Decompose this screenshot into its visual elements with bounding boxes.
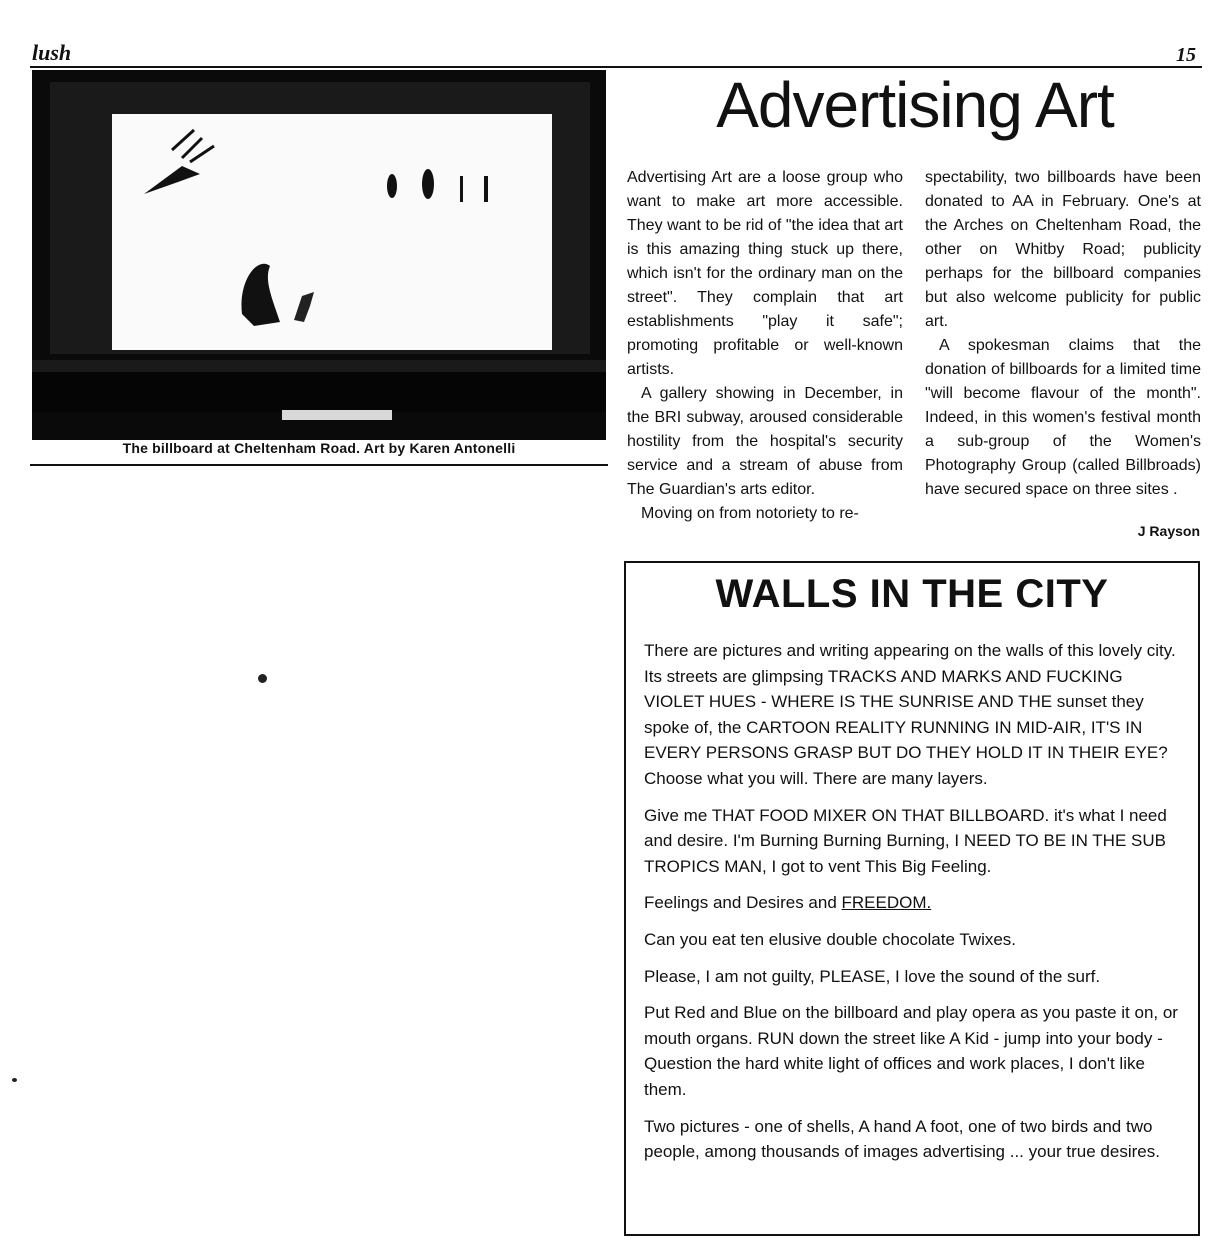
walls-paragraph: Two pictures - one of shells, A hand A foot, one of two birds and two people, among thousands of images advertising ... your true desires.	[644, 1116, 1160, 1162]
walls-paragraph: Can you eat ten elusive double chocolate Twixes.	[644, 929, 1017, 949]
walls-paragraph: Please, I am not guilty, PLEASE, I love the sound of the surf.	[644, 966, 1101, 986]
photo-caption: The billboard at Cheltenham Road. Art by Karen Antonelli	[122, 440, 516, 456]
walls-paragraph-freedom	[644, 890, 1184, 916]
walls-paragraph: There are pictures and writing appearing on the walls of this lovely city. Its streets are glimpsing TRACKS AND MARKS AND FUCKING VIOLET HUES - WHERE IS THE SUNRISE AND THE sunset they spoke of, the CARTOON REALITY RUNNING IN MID-AIR, IT'S IN EVERY PERSONS GRASP BUT DO THEY HOLD IT IN THEIR EYE? Choose what you will. There are many layers.	[644, 641, 1176, 788]
article-byline: J Rayson	[1137, 523, 1200, 539]
photo-bottom-edge	[32, 420, 606, 440]
billboard-photo	[32, 70, 606, 440]
shell-mark-4	[484, 176, 488, 202]
walls-title: WALLS IN THE CITY	[715, 572, 1109, 616]
billboard-panel	[112, 114, 552, 350]
article-paragraph: Moving on from notoriety to re-	[641, 505, 859, 522]
article-column-2	[925, 166, 1201, 502]
walls-body	[644, 638, 1184, 1176]
caption-rule	[30, 464, 608, 466]
article-column-1	[627, 166, 903, 526]
billboard-sill	[32, 360, 606, 372]
publication-name: lush	[32, 40, 72, 65]
walls-paragraph: Give me THAT FOOD MIXER ON THAT BILLBOARD. it's what I need and desire. I'm Burning Burning Burning, I NEED TO BE IN THE SUB TROPICS MAN, I got to vent This Big Feeling.	[644, 805, 1167, 876]
walls-paragraph: Put Red and Blue on the billboard and play opera as you paste it on, or mouth organs. RUN down the street like A Kid - jump into your body - Question the hard white light of offices and work places, I don't like them.	[644, 1003, 1178, 1099]
freedom-underlined: FREEDOM.	[841, 893, 932, 913]
article-title: Advertising Art	[716, 69, 1114, 141]
article-paragraph: A spokesman claims that the donation of billboards for a limited time "will become flavour of the month". Indeed, in this women's festival month a sub-group of the Women's Photography Group (called Billbroads) have secured space on three sites .	[925, 337, 1201, 498]
billboard-base	[32, 372, 606, 412]
article-paragraph: Advertising Art are a loose group who want to make art more accessible. They want to be rid of "the idea that art is this amazing thing stuck up there, which isn't for the ordinary man on the street". They complain that art establishments "play it safe"; promoting profitable or well-known artists.	[627, 169, 903, 378]
shell-mark-3	[460, 176, 463, 202]
shell-mark-2	[422, 169, 434, 199]
article-paragraph: spectability, two billboards have been donated to AA in February. One's at the Arches on Cheltenham Road, the other on Whitby Road; publicity perhaps for the billboard companies but also welcome publicity for public art.	[925, 169, 1201, 330]
scan-speck	[258, 674, 267, 683]
shell-mark-1	[387, 174, 397, 198]
article-paragraph: A gallery showing in December, in the BRI subway, aroused considerable hostility from the hospital's security service and a stream of abuse from The Guardian's arts editor.	[627, 385, 903, 498]
scan-speck	[12, 1078, 17, 1082]
page-number: 15	[1176, 44, 1196, 66]
company-plate	[282, 410, 392, 420]
billboard-photo-drawing	[32, 70, 606, 440]
feelings-text: Feelings and Desires and	[644, 893, 842, 913]
